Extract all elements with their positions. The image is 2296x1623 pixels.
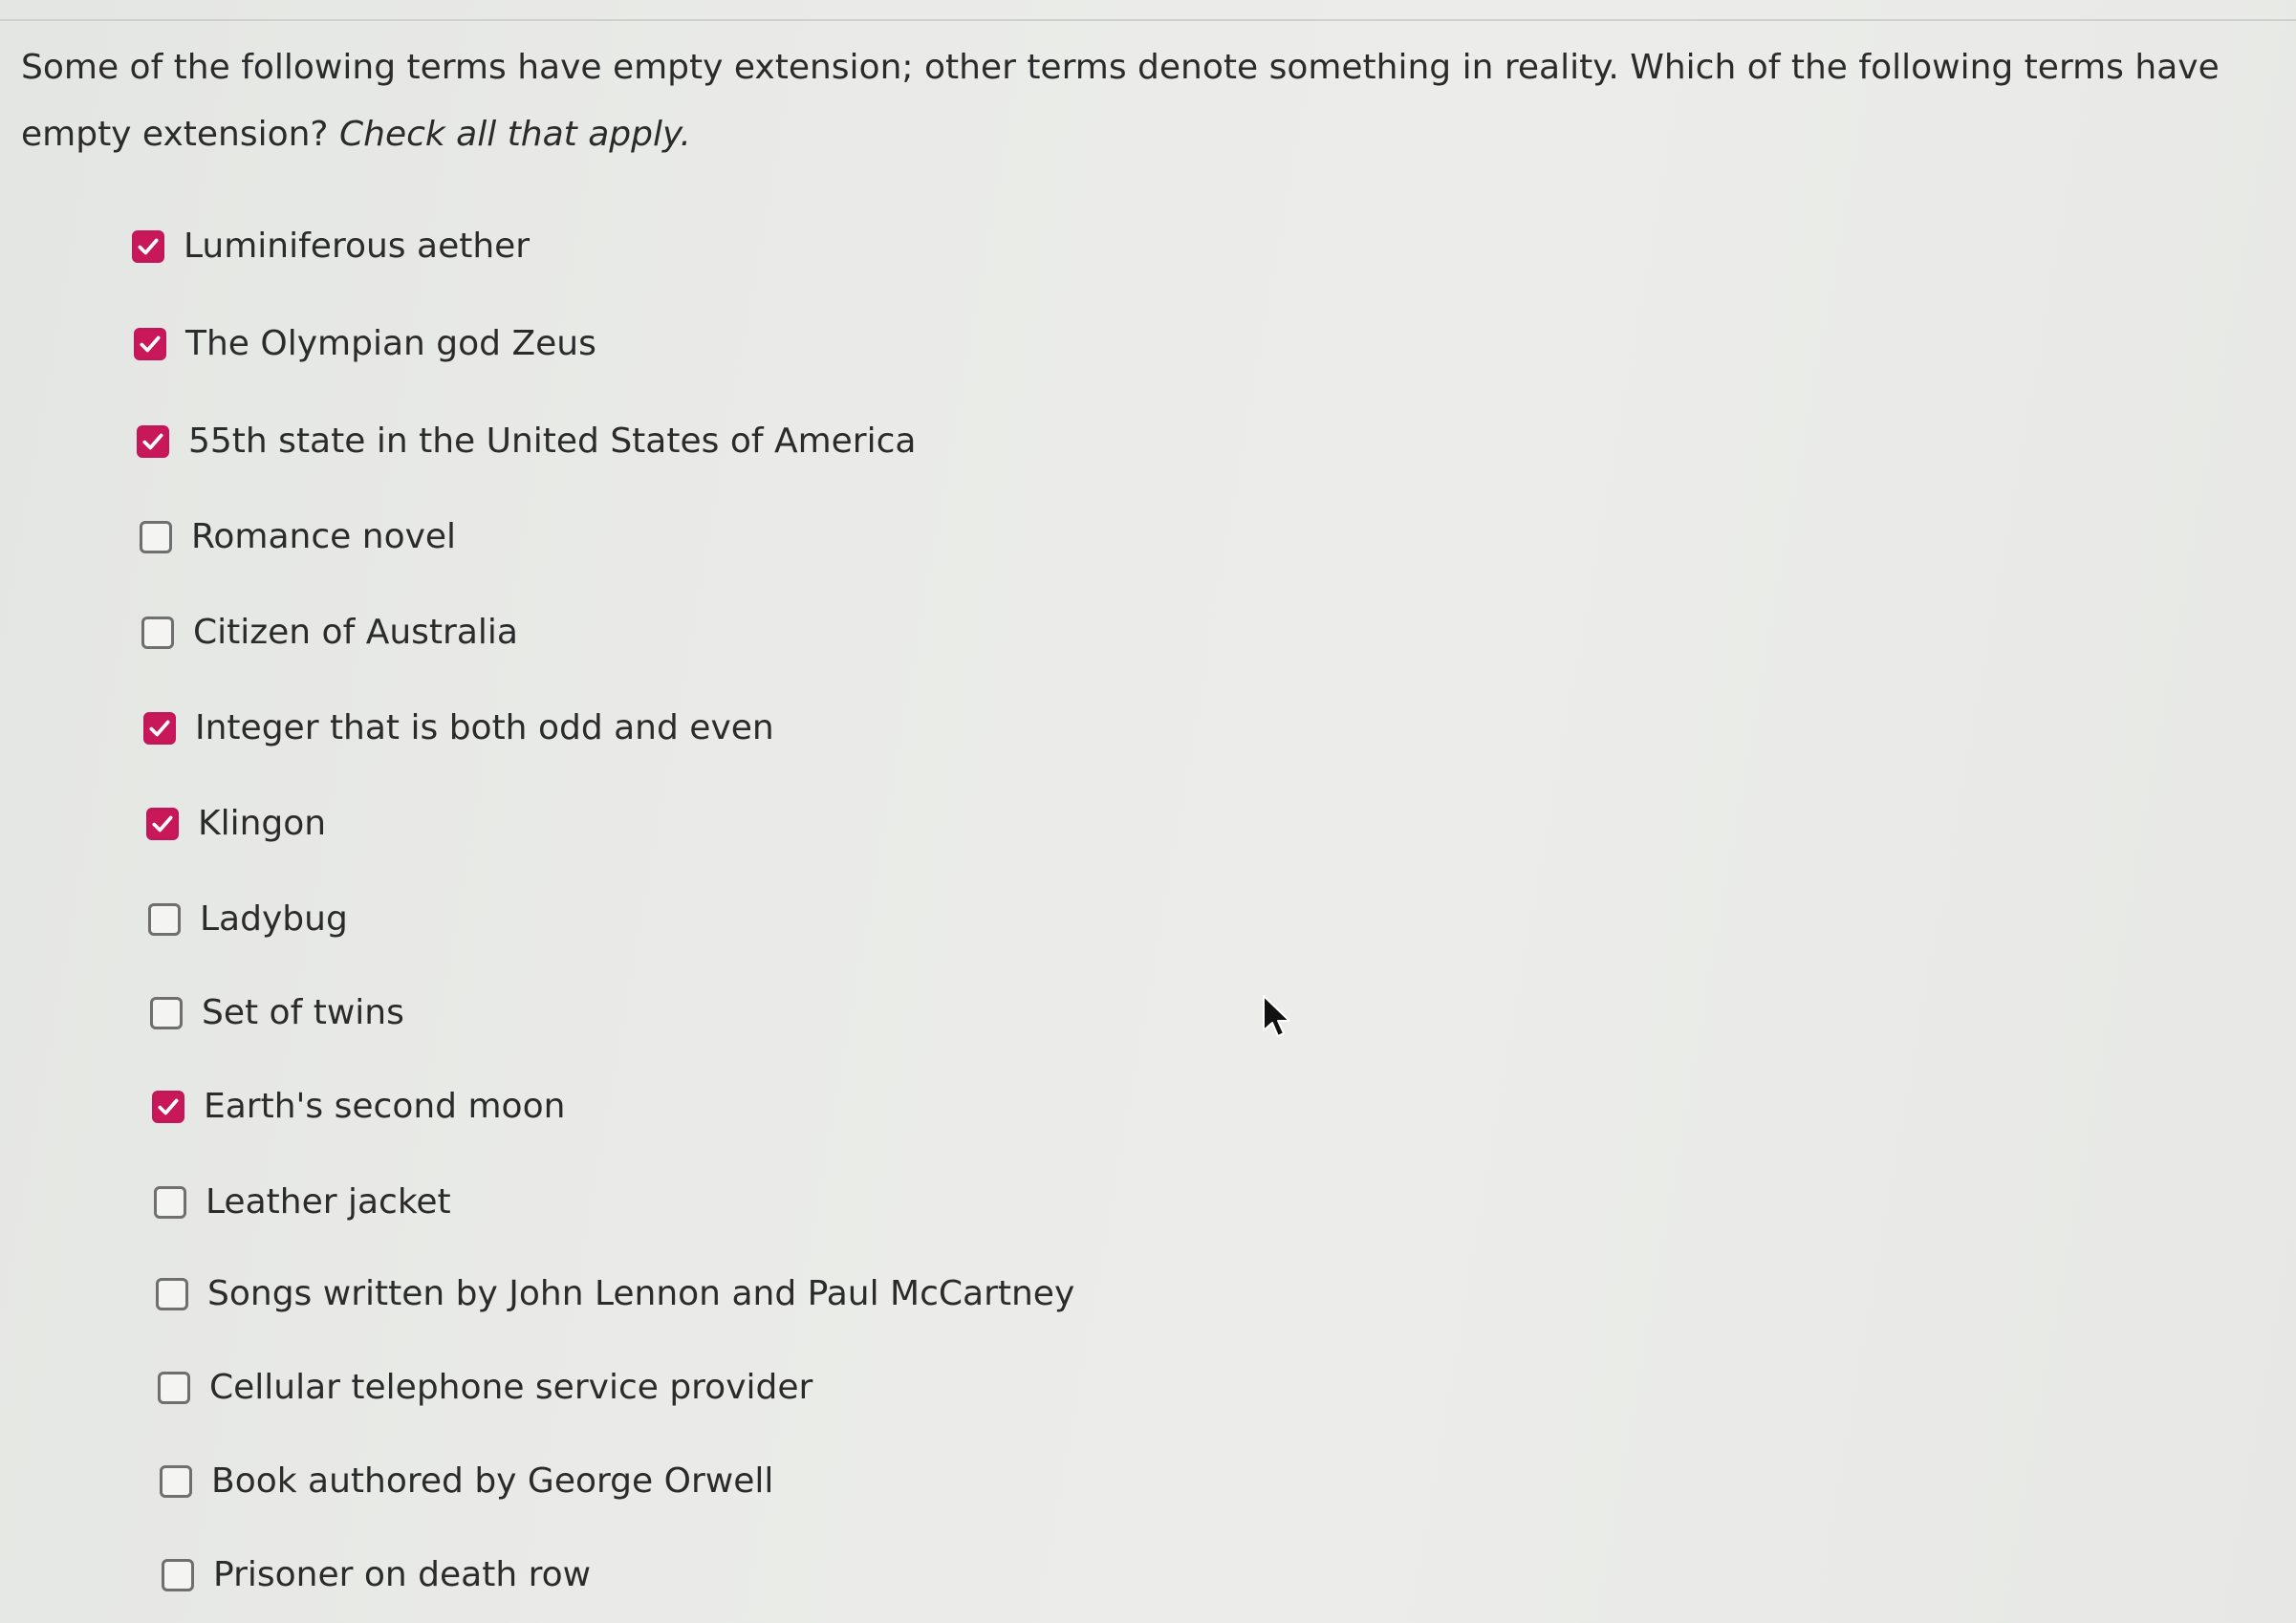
option-label: 55th state in the United States of America [188,422,917,461]
checkbox-unchecked[interactable] [154,1186,186,1219]
option-label: Luminiferous aether [184,227,531,266]
option-4[interactable] [141,614,518,652]
check-icon [150,812,175,836]
checkbox-unchecked[interactable] [140,521,172,553]
question-instruction: Check all that apply. [339,115,691,154]
option-1[interactable] [134,325,596,363]
checkbox-unchecked[interactable] [160,1465,192,1498]
option-10[interactable] [154,1183,451,1222]
checkbox-unchecked[interactable] [141,617,174,649]
mouse-pointer-icon [1262,994,1294,1042]
checkbox-unchecked[interactable] [148,903,181,936]
option-label: Romance novel [191,517,457,556]
option-label: Set of twins [202,993,404,1032]
option-9[interactable] [152,1088,565,1126]
option-label: Integer that is both odd and even [195,708,774,747]
checkbox-unchecked[interactable] [150,997,183,1029]
checkbox-unchecked[interactable] [162,1559,194,1591]
option-label: The Olympian god Zeus [185,324,596,363]
option-8[interactable] [150,994,404,1032]
option-label: Earth's second moon [204,1087,566,1126]
check-icon [141,429,165,454]
option-12[interactable] [158,1369,812,1407]
option-label: Songs written by John Lennon and Paul McCartney [207,1274,1075,1313]
option-3[interactable] [140,518,456,556]
check-icon [147,716,172,741]
checkbox-unchecked[interactable] [156,1278,188,1310]
checkbox-checked[interactable] [132,230,164,263]
option-2[interactable] [137,422,916,461]
option-label: Klingon [198,804,327,843]
checkbox-unchecked[interactable] [158,1372,190,1404]
check-icon [138,332,162,357]
check-icon [136,234,161,259]
option-label: Cellular telephone service provider [209,1368,813,1407]
check-icon [156,1094,181,1119]
option-label: Ladybug [200,899,348,939]
option-7[interactable] [148,900,348,939]
option-0[interactable] [132,227,530,266]
option-14[interactable] [162,1556,591,1594]
option-label: Leather jacket [206,1182,451,1222]
option-label: Book authored by George Orwell [211,1461,774,1501]
checkbox-checked[interactable] [152,1091,184,1123]
option-label: Prisoner on death row [213,1555,592,1594]
checkbox-checked[interactable] [134,328,166,360]
option-13[interactable] [160,1462,773,1501]
option-label: Citizen of Australia [193,613,518,652]
option-5[interactable] [143,709,774,747]
option-6[interactable] [146,805,326,843]
question-text: Some of the following terms have empty extension; other terms denote something in reality. Which of the following terms have empty extension? [21,48,2220,154]
option-11[interactable] [156,1275,1074,1313]
checkbox-checked[interactable] [146,808,179,840]
checkbox-checked[interactable] [137,425,169,458]
checkbox-checked[interactable] [143,712,176,745]
